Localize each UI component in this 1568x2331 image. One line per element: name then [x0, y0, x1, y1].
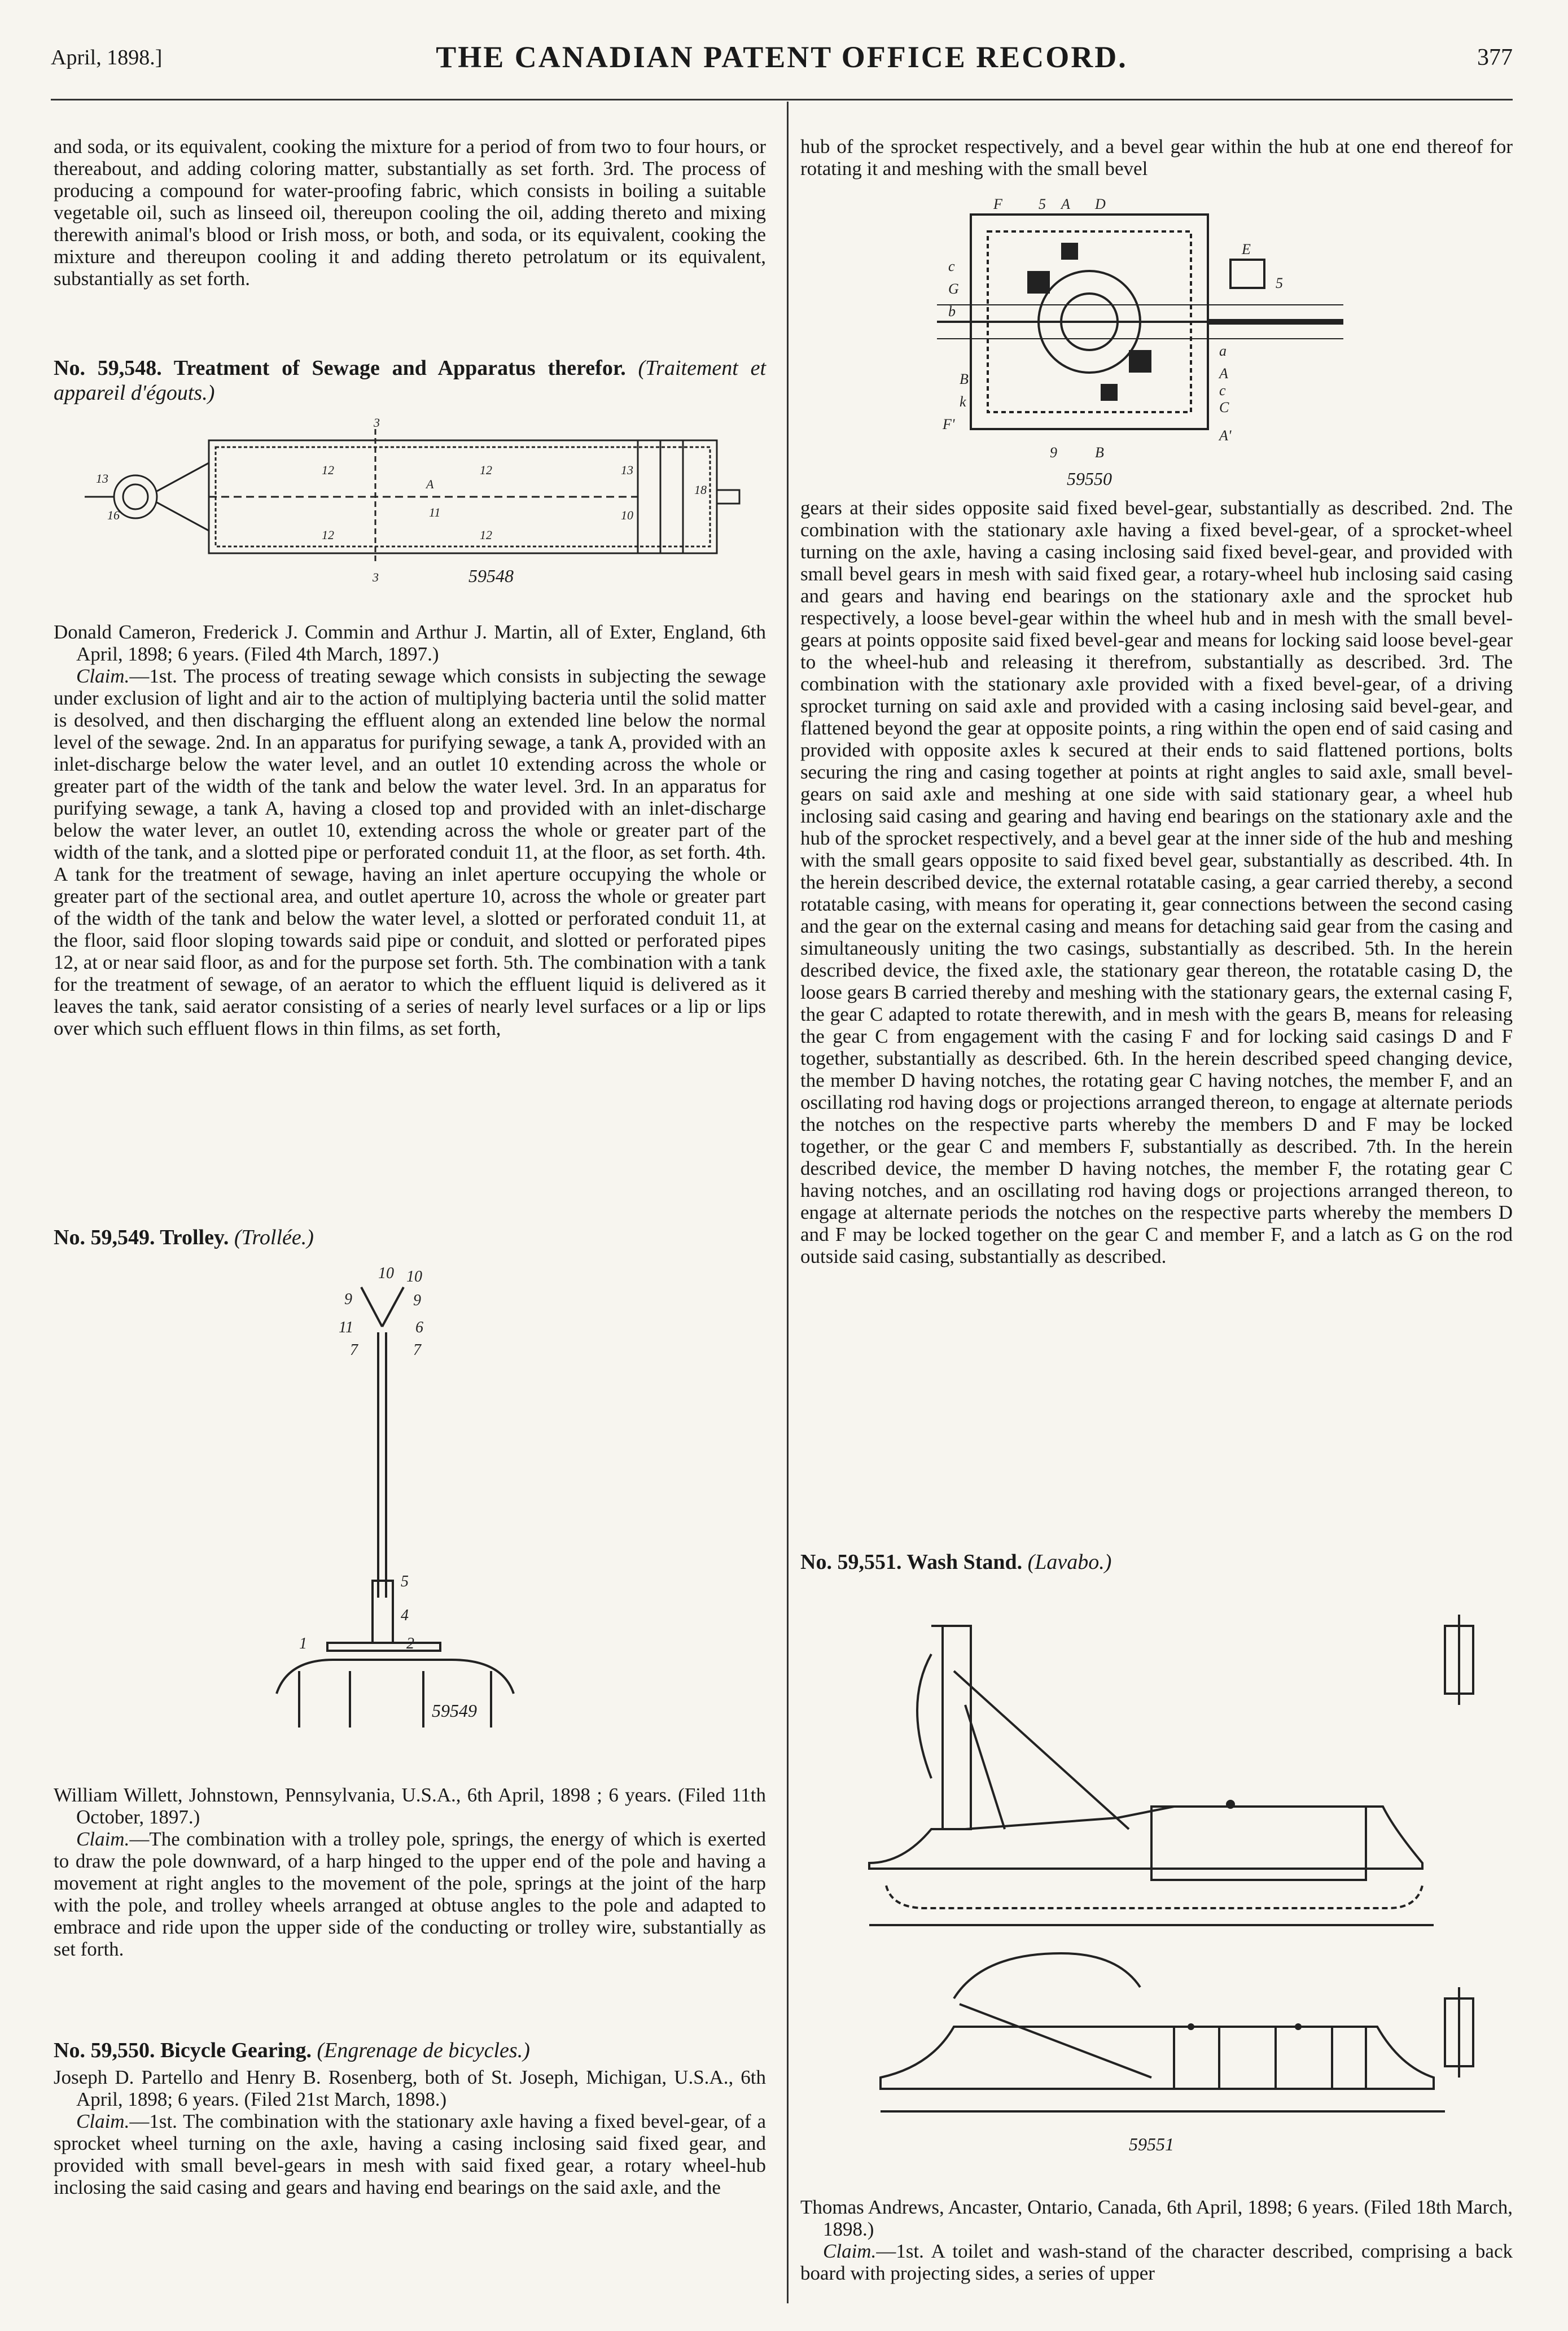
- svg-text:12: 12: [480, 528, 492, 542]
- svg-text:C: C: [1219, 399, 1229, 416]
- svg-text:10: 10: [621, 508, 633, 522]
- patent-548-claim: Claim.—1st. The process of treating sewage which consists in subjecting the sewage under exclusion of light and air to the action of multiplying bacteria until the solid matter is desolved, and then discharging the effluent along an extended line below the normal level of the sewage. 2nd. In an apparatus for purifying sewage, a tank A, provided with an inlet-discharge below the water level, and an outlet 10 extending across the whole or greater part of the width of the tank and below the water level. 3rd. In an apparatus for purifying sewage, a tank A, having a closed top and provided with an inlet-discharge below the water lever, an outlet 10, extending across the whole or greater part of the width of the tank, and a slotted pipe or perforated conduit 11, at the floor, as set forth. 4th. A tank for the treatment of sewage, having an inlet aperture occupying the whole or greater part of the sectional area, and outlet aperture 10, across the whole or greater part of the width of the tank and below the water level, a slotted or perforated conduit 11, at the floor, said floor sloping towards said pipe or conduit, and slotted or perforated pipes 12, at or near said floor, as and for the purpose set forth. 5th. The combination with a tank for the treatment of sewage, of an aerator to which the effluent liquid is delivered as it leaves the tank, said aerator consisting of a series of nearly level surfaces or a lip or lips over which such effluent flows in thin films, as set forth,: [54, 665, 766, 1039]
- svg-text:5: 5: [401, 1573, 409, 1590]
- svg-text:11: 11: [339, 1319, 353, 1336]
- svg-text:A: A: [1219, 365, 1228, 382]
- sewage-tank-figure: [62, 418, 762, 587]
- patent-551-heading: No. 59,551. Wash Stand. (Lavabo.): [800, 1550, 1112, 1574]
- right-continued-top: [800, 135, 1513, 180]
- svg-text:3: 3: [373, 570, 379, 584]
- svg-text:7: 7: [413, 1341, 421, 1359]
- svg-text:D: D: [1095, 196, 1106, 212]
- svg-text:7: 7: [350, 1341, 358, 1359]
- svg-text:9: 9: [413, 1292, 421, 1309]
- svg-text:k: k: [960, 393, 966, 410]
- patent-549-body: [54, 1784, 766, 1960]
- right-continued-body: [800, 497, 1513, 1267]
- svg-text:13: 13: [96, 471, 108, 486]
- patent-551-heading-block: [800, 1550, 1513, 1575]
- column-divider: [787, 102, 789, 2303]
- svg-text:12: 12: [322, 463, 334, 477]
- svg-text:5: 5: [1276, 275, 1283, 291]
- svg-text:10: 10: [406, 1268, 422, 1285]
- page-header: [51, 40, 1513, 85]
- left-intro: [54, 135, 766, 290]
- patent-549-heading-block: [54, 1225, 766, 1250]
- trolley-figure: [265, 1265, 536, 1728]
- svg-text:5: 5: [1039, 196, 1046, 212]
- patent-550-block: [54, 2038, 766, 2198]
- patent-550-inventors: Joseph D. Partello and Henry B. Rosenberg, both of St. Joseph, Michigan, U.S.A., 6th April, 1898; 6 years. (Filed 21st March, 1898.): [54, 2066, 766, 2110]
- svg-text:12: 12: [480, 463, 492, 477]
- svg-text:a: a: [1219, 343, 1227, 359]
- patent-550-heading: No. 59,550. Bicycle Gearing. (Engrenage de bicycles.): [54, 2039, 530, 2062]
- figure-548-number: 59548: [468, 566, 514, 586]
- svg-text:F: F: [993, 196, 1002, 212]
- continued-text-top: hub of the sprocket respectively, and a bevel gear within the hub at one end thereof for rotating it and meshing with the small bevel: [800, 135, 1513, 180]
- svg-text:1: 1: [299, 1635, 307, 1652]
- patent-548-heading-block: [54, 356, 766, 405]
- header-title: THE CANADIAN PATENT OFFICE RECORD.: [436, 40, 1128, 74]
- page-number: 377: [1477, 45, 1513, 71]
- svg-text:9: 9: [344, 1291, 352, 1308]
- wash-stand-figure: [835, 1592, 1501, 2179]
- svg-text:A': A': [1219, 427, 1232, 444]
- patent-549-inventors: William Willett, Johnstown, Pennsylvania, U.S.A., 6th April, 1898 ; 6 years. (Filed 11th October, 1897.): [54, 1784, 766, 1828]
- svg-text:A: A: [1061, 196, 1070, 212]
- svg-text:12: 12: [322, 528, 334, 542]
- svg-text:G: G: [948, 281, 959, 297]
- svg-text:B: B: [1095, 444, 1104, 461]
- patent-551-body: [800, 2196, 1513, 2284]
- intro-paragraph: and soda, or its equivalent, cooking the mixture for a period of from two to four hours, or thereabout, and adding coloring matter, substantially as set forth. 3rd. The process of producing a compound for water-proofing fabric, which consists in boiling a suitable vegetable oil, such as linseed oil, thereupon cooling the oil, adding thereto and mixing therewith animal's blood or Irish moss, or both, and soda, or its equivalent, cooking the mixture and thereupon cooling it and adding thereto petrolatum or its equivalent, substantially as set forth.: [54, 135, 766, 290]
- patent-551-claim: Claim.—1st. A toilet and wash-stand of the character described, comprising a back board with projecting sides, a series of upper: [800, 2240, 1513, 2284]
- svg-text:9: 9: [1050, 444, 1057, 461]
- patent-548-body: [54, 621, 766, 1039]
- svg-text:4: 4: [401, 1607, 409, 1624]
- svg-text:18: 18: [694, 483, 707, 497]
- header-rule: [51, 99, 1513, 100]
- svg-text:3: 3: [374, 418, 380, 430]
- svg-text:16: 16: [107, 508, 120, 522]
- continued-claims-550: gears at their sides opposite said fixed bevel-gear, substantially as described. 2nd. The combination with the stationary axle having a fixed bevel-gear, of a sprocket-wheel turning on the axle, having a casing inclosing said fixed bevel-gear, and provided with small bevel gears in mesh with said fixed gear, a rotary-wheel hub inclosing said casing and gears and having end bearings on the stationary axle and the sprocket hub respectively, a loose bevel-gear within the wheel hub and in mesh with the small bevel-gears at points opposite said fixed bevel-gear and means for locking said loose bevel-gear to the wheel-hub and releasing it therefrom, substantially as described. 3rd. The combination with the stationary axle provided with a fixed bevel-gear, of a driving sprocket turning on said axle and provided with a casing inclosing said bevel-gear, and flattened beyond the gear at opposite points, a ring within the open end of said casing and provided with opposite axles k secured at their ends to said flattened portions, bolts securing the ring and casing together at points at right angles to said axle, small bevel-gears on said axle and meshing at one side with said stationary gear, a wheel hub inclosing said casing and gearing and having end bearings on the stationary axle and the hub of the sprocket respectively, and a bevel gear at the inner side of the hub and meshing with the small gears opposite to said fixed bevel gear, substantially as described. 4th. In the herein described device, the external rotatable casing, a gear carried thereby, a second rotatable casing, with means for operating it, gear connections between the second casing and the gear on the external casing and means for detaching said gear from the casing and simultaneously uniting the two casings, substantially as described. 5th. In the herein described device, the fixed axle, the stationary gear thereon, the rotatable casing D, the loose gears B carried thereby and meshing with the stationary gears, the external casing F, the gear C adapted to rotate therewith, and in mesh with the gears B, means for releasing the gear C from engagement with the casing F and for locking said casings D and F together, substantially as described. 6th. In the herein described speed changing device, the member D having notches, the rotating gear C having notches, the member F, and an oscillating rod having dogs or projections arranged thereon, to engage at alternate periods the notches on the respective parts whereby the members D and F may be locked together, or the gear C and members F, substantially as described. 7th. In the herein described device, the member D having notches, the member F, the rotating gear C having notches, and an oscillating rod having dogs or projections arranged thereon, to engage at alternate periods the notches on the respective parts whereby the members D and F may be locked together on the gear C and member F, and a latch as G on the rod outside said casing, substantially as described.: [800, 497, 1513, 1267]
- svg-text:10: 10: [378, 1265, 394, 1282]
- patent-551-inventors: Thomas Andrews, Ancaster, Ontario, Canada, 6th April, 1898; 6 years. (Filed 18th March, 1898.): [800, 2196, 1513, 2240]
- svg-text:c: c: [1219, 382, 1226, 399]
- svg-text:6: 6: [415, 1319, 423, 1336]
- svg-text:E: E: [1242, 241, 1251, 257]
- patent-549-heading: No. 59,549. Trolley. (Trollée.): [54, 1226, 314, 1249]
- header-date: April, 1898.]: [51, 46, 163, 69]
- svg-text:F': F': [943, 416, 955, 432]
- svg-text:B: B: [960, 371, 969, 387]
- svg-text:A: A: [426, 477, 434, 491]
- patent-548-inventors: Donald Cameron, Frederick J. Commin and Arthur J. Martin, all of Exter, England, 6th April, 1898; 6 years. (Filed 4th March, 1897.): [54, 621, 766, 665]
- patent-550-claim: Claim.—1st. The combination with the stationary axle having a fixed bevel-gear, of a sprocket wheel turning on the axle, having a casing inclosing said fixed gear, and provided with small bevel-gears in mesh with said fixed gear, a rotary wheel-hub inclosing the said casing and gears and having end bearings on the said axle, and the: [54, 2110, 766, 2198]
- bicycle-gearing-figure: [926, 192, 1355, 489]
- svg-text:13: 13: [621, 463, 633, 477]
- patent-549-claim: Claim.—The combination with a trolley pole, springs, the energy of which is exerted to draw the pole downward, of a harp hinged to the upper end of the pole and having a movement at right angles to the movement of the pole, springs at the joint of the harp with the pole, and trolley wheels arranged at obtuse angles to the pole and adapted to embrace and ride upon the upper side of the conducting or trolley wire, substantially as set forth.: [54, 1828, 766, 1960]
- svg-text:2: 2: [406, 1635, 414, 1652]
- patent-548-heading: No. 59,548. Treatment of Sewage and Apparatus therefor. (Traitement et appareil d'égouts.): [54, 356, 767, 405]
- svg-text:11: 11: [429, 505, 441, 519]
- svg-text:c: c: [948, 258, 955, 274]
- figure-550-number: 59550: [1067, 469, 1112, 489]
- svg-text:b: b: [948, 303, 956, 320]
- figure-549-number: 59549: [432, 1700, 477, 1721]
- figure-551-number: 59551: [1129, 2134, 1174, 2154]
